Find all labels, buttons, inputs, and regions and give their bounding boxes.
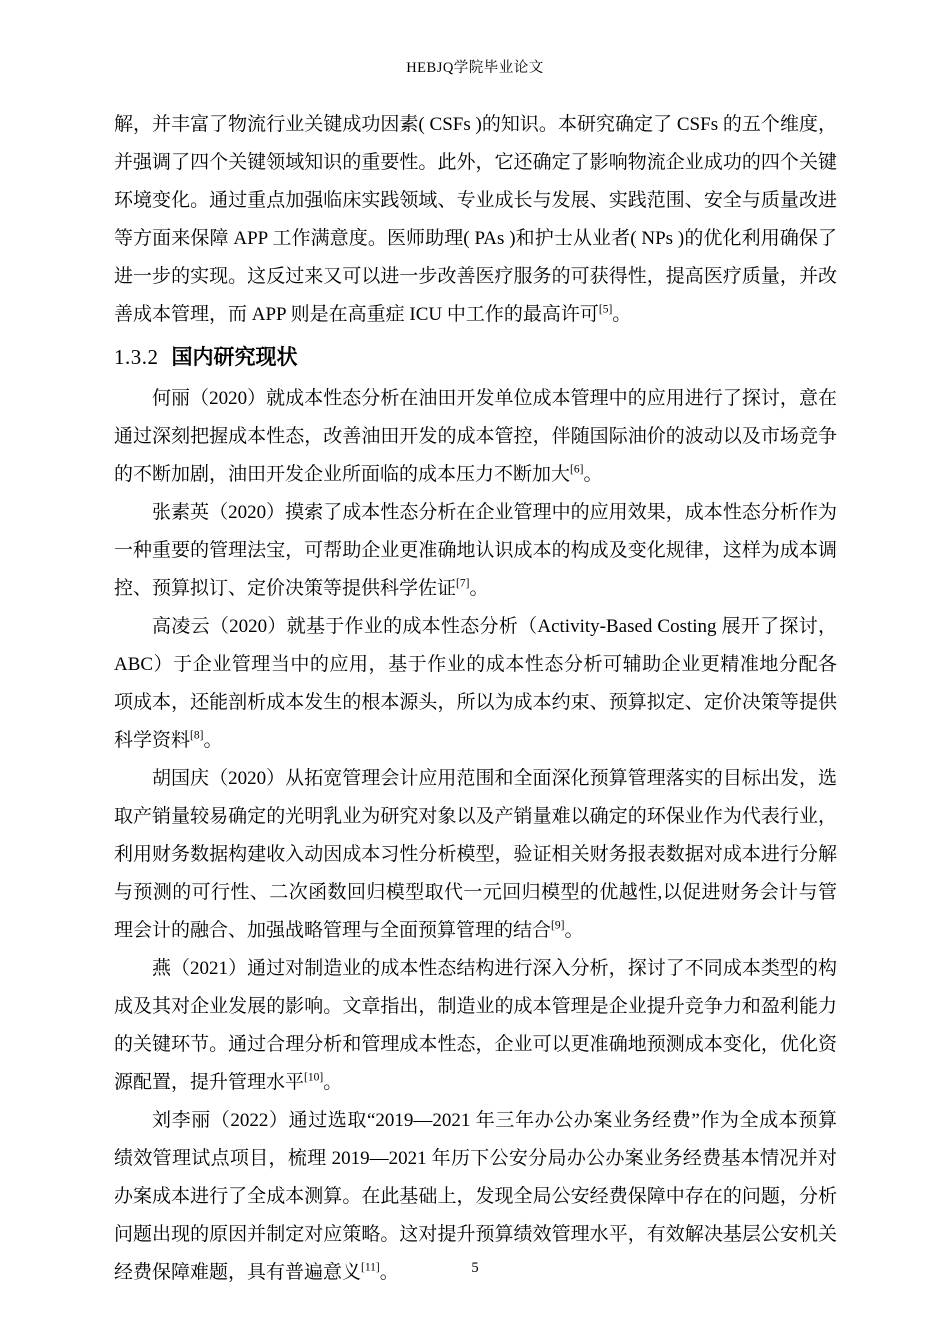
paragraph-2	[114, 494, 837, 608]
paragraph-4	[114, 760, 837, 950]
paragraph-1	[114, 380, 837, 494]
paragraph-tail: 。	[203, 730, 223, 751]
page-number: 5	[471, 1260, 479, 1276]
paragraph-text: 刘李丽（2022）通过选取“2019—2021 年三年办公办案业务经费”作为全成本预算绩效管理试点项目，梳理 2019—2021 年历下公安分局办公办案业务经费基本情况并对办案成本进行了全成本测算。在此基础上，发现全局公安经费保障中存在的问题，分析问题出现的原因并制定对应策略。这对提升预算绩效管理水平，有效解决基层公安机关经费保障难题，具有普遍意义	[114, 1110, 837, 1283]
header-title: HEBJQ学院毕业论文	[406, 60, 544, 76]
paragraph-intro	[114, 106, 837, 334]
paragraph-5	[114, 950, 837, 1102]
document-body	[114, 106, 837, 1292]
page-footer	[0, 1260, 950, 1277]
paragraph-text: 何丽（2020）就成本性态分析在油田开发单位成本管理中的应用进行了探讨，意在通过深刻把握成本性态，改善油田开发的成本管控，伴随国际油价的波动以及市场竞争的不断加剧，油田开发企业所面临的成本压力不断加大	[114, 388, 837, 485]
paragraph-tail: 。	[469, 578, 489, 599]
paragraph-tail: 。	[612, 304, 632, 325]
paragraph-text: 高凌云（2020）就基于作业的成本性态分析（Activity-Based Costing 展开了探讨，ABC）于企业管理当中的应用，基于作业的成本性态分析可辅助企业更精准地分配各项成本，还能剖析成本发生的根本源头，所以为成本约束、预算拟定、定价决策等提供科学资料	[114, 616, 837, 751]
footnote-ref-10: [10]	[304, 1071, 324, 1084]
paragraph-tail: 。	[323, 1072, 343, 1093]
paragraph-tail: 。	[379, 1262, 399, 1283]
section-title: 国内研究现状	[171, 345, 298, 369]
paragraph-tail: 。	[564, 920, 584, 941]
page-header	[0, 56, 950, 77]
footnote-ref-7: [7]	[456, 577, 470, 590]
section-number: 1.3.2	[114, 345, 159, 369]
paragraph-text: 胡国庆（2020）从拓宽管理会计应用范围和全面深化预算管理落实的目标出发，选取产销量较易确定的光明乳业为研究对象以及产销量难以确定的环保业作为代表行业，利用财务数据构建收入动因成本习性分析模型，验证相关财务报表数据对成本进行分解与预测的可行性、二次函数回归模型取代一元回归模型的优越性,以促进财务会计与管理会计的融合、加强战略管理与全面预算管理的结合	[114, 768, 837, 941]
paragraph-text: 燕（2021）通过对制造业的成本性态结构进行深入分析，探讨了不同成本类型的构成及其对企业发展的影响。文章指出，制造业的成本管理是企业提升竞争力和盈利能力的关键环节。通过合理分析和管理成本性态，企业可以更准确地预测成本变化，优化资源配置，提升管理水平	[114, 958, 837, 1093]
footnote-ref-9: [9]	[551, 919, 565, 932]
paragraph-3	[114, 608, 837, 760]
paragraph-text: 张素英（2020）摸索了成本性态分析在企业管理中的应用效果，成本性态分析作为一种重要的管理法宝，可帮助企业更准确地认识成本的构成及变化规律，这样为成本调控、预算拟订、定价决策等提供科学佐证	[114, 502, 837, 599]
footnote-ref-5: [5]	[598, 303, 613, 316]
footnote-ref-11: [11]	[361, 1261, 380, 1274]
paragraph-text: 解，并丰富了物流行业关键成功因素( CSFs )的知识。本研究确定了 CSFs 的五个维度，并强调了四个关键领域知识的重要性。此外，它还确定了影响物流企业成功的四个关键环境变化。通过重点加强临床实践领域、专业成长与发展、实践范围、安全与质量改进等方面来保障 APP 工作满意度。医师助理( PAs )和护士从业者( NPs )的优化利用确保了进一步的实现。这反过来又可以进一步改善医疗服务的可获得性，提高医疗质量，并改善成本管理，而 APP 则是在高重症 ICU 中工作的最高许可	[114, 114, 837, 325]
footnote-ref-8: [8]	[190, 729, 204, 742]
footnote-ref-6: [6]	[570, 463, 584, 476]
section-heading	[114, 338, 837, 376]
paragraph-tail: 。	[583, 464, 603, 485]
